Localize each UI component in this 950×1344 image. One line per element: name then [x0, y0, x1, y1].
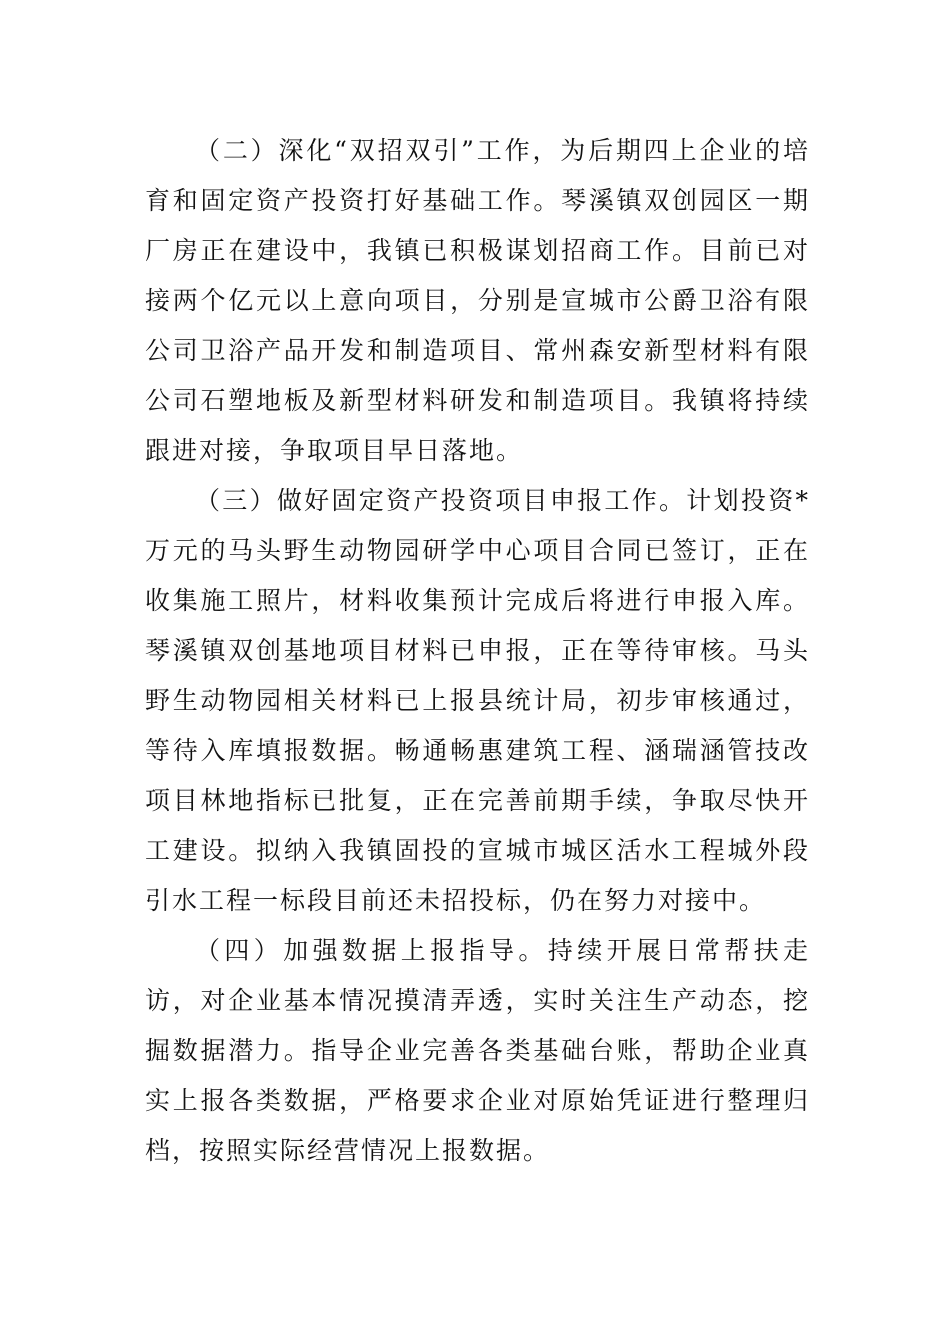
paragraph-section-3: （三）做好固定资产投资项目申报工作。计划投资*万元的马头野生动物园研学中心项目合同已签订，正在收集施工照片，材料收集预计完成后将进行申报入库。琴溪镇双创基地项目材料已申报，正在等待审核。马头野生动物园相关材料已上报县统计局，初步审核通过，等待入库填报数据。畅通畅惠建筑工程、涵瑞涵管技改项目林地指标已批复，正在完善前期手续，争取尽快开工建设。拟纳入我镇固投的宣城市城区活水工程城外段引水工程一标段目前还未招投标，仍在努力对接中。 — [145, 486, 810, 915]
document-body — [145, 126, 810, 1176]
paragraph-section-4: （四）加强数据上报指导。持续开展日常帮扶走访，对企业基本情况摸清弄透，实时关注生产动态，挖掘数据潜力。指导企业完善各类基础台账，帮助企业真实上报各类数据，严格要求企业对原始凭证进行整理归档，按照实际经营情况上报数据。 — [145, 936, 810, 1165]
paragraph-section-2: （二）深化“双招双引”工作，为后期四上企业的培育和固定资产投资打好基础工作。琴溪镇双创园区一期厂房正在建设中，我镇已积极谋划招商工作。目前已对接两个亿元以上意向项目，分别是宣城市公爵卫浴有限公司卫浴产品开发和制造项目、常州森安新型材料有限公司石塑地板及新型材料研发和制造项目。我镇将持续跟进对接，争取项目早日落地。 — [145, 136, 810, 465]
